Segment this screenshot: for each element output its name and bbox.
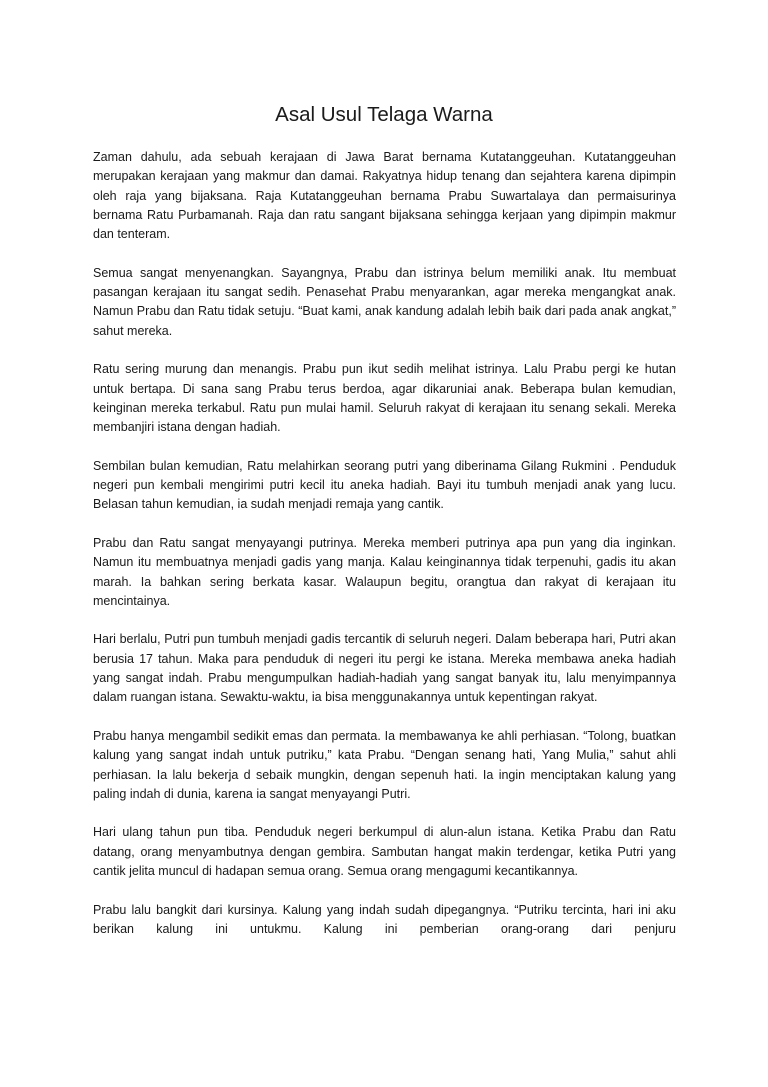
document-body [93, 148, 676, 958]
paragraph: Sembilan bulan kemudian, Ratu melahirkan seorang putri yang diberinama Gilang Rukmini . Penduduk negeri pun kembali mengirimi putri kecil itu aneka hadiah. Bayi itu tumbuh menjadi anak yang lucu. Belasan tahun kemudian, ia sudah menjadi remaja yang cantik. [93, 458, 676, 512]
paragraph: Ratu sering murung dan menangis. Prabu pun ikut sedih melihat istrinya. Lalu Prabu pergi ke hutan untuk bertapa. Di sana sang Prabu terus berdoa, agar dikaruniai anak. Beberapa bulan kemudian, keinginan mereka terkabul. Ratu pun mulai hamil. Seluruh rakyat di kerajaan itu senang sekali. Mereka membanjiri istana dengan hadiah. [93, 362, 676, 435]
paragraph-continued: Prabu lalu bangkit dari kursinya. Kalung yang indah sudah dipegangnya. “Putriku tercinta, hari ini aku berikan kalung ini untukmu. Kalung ini pemberian orang-orang dari penjuru [93, 902, 676, 936]
paragraph: Semua sangat menyenangkan. Sayangnya, Prabu dan istrinya belum memiliki anak. Itu membuat pasangan kerajaan itu sangat sedih. Penasehat Prabu menyarankan, agar mereka mengangkat anak. Namun Prabu dan Ratu tidak setuju. “Buat kami, anak kandung adalah lebih baik dari pada anak angkat,” sahut mereka. [93, 265, 676, 338]
document-title: Asal Usul Telaga Warna [275, 103, 493, 126]
paragraph: Prabu dan Ratu sangat menyayangi putrinya. Mereka memberi putrinya apa pun yang dia inginkan. Namun itu membuatnya menjadi gadis yang manja. Kalau keinginannya tidak terpenuhi, gadis itu akan marah. Ia bahkan sering berkata kasar. Walaupun begitu, orangtua dan rakyat di kerajaan itu mencintainya. [93, 535, 676, 608]
paragraph: Zaman dahulu, ada sebuah kerajaan di Jawa Barat bernama Kutatanggeuhan. Kutatanggeuhan merupakan kerajaan yang makmur dan damai. Rakyatnya hidup tenang dan sejahtera karena dipimpin oleh raja yang bijaksana. Raja Kutatanggeuhan bernama Prabu Suwartalaya dan permaisurinya bernama Ratu Purbamanah. Raja dan ratu sangant bijaksana sehingga kerjaan yang dipimpin makmur dan tenteram. [93, 150, 676, 242]
paragraph: Hari berlalu, Putri pun tumbuh menjadi gadis tercantik di seluruh negeri. Dalam beberapa hari, Putri akan berusia 17 tahun. Maka para penduduk di negeri itu pergi ke istana. Mereka membawa aneka hadiah yang sangat indah. Prabu mengumpulkan hadiah-hadiah yang sangat banyak itu, lalu menyimpannya dalam ruangan istana. Sewaktu-waktu, ia bisa menggunakannya untuk kepentingan rakyat. [93, 632, 676, 705]
paragraph: Prabu hanya mengambil sedikit emas dan permata. Ia membawanya ke ahli perhiasan. “Tolong, buatkan kalung yang sangat indah untuk putriku,” kata Prabu. “Dengan senang hati, Yang Mulia,” sahut ahli perhiasan. Ia lalu bekerja d sebaik mungkin, dengan sepenuh hati. Ia ingin menciptakan kalung yang paling indah di dunia, karena ia sangat menyayangi Putri. [93, 728, 676, 801]
paragraph: Hari ulang tahun pun tiba. Penduduk negeri berkumpul di alun-alun istana. Ketika Prabu dan Ratu datang, orang menyambutnya dengan gembira. Sambutan hangat makin terdengar, ketika Putri yang cantik jelita muncul di hadapan semua orang. Semua orang mengagumi kecantikannya. [93, 825, 676, 878]
